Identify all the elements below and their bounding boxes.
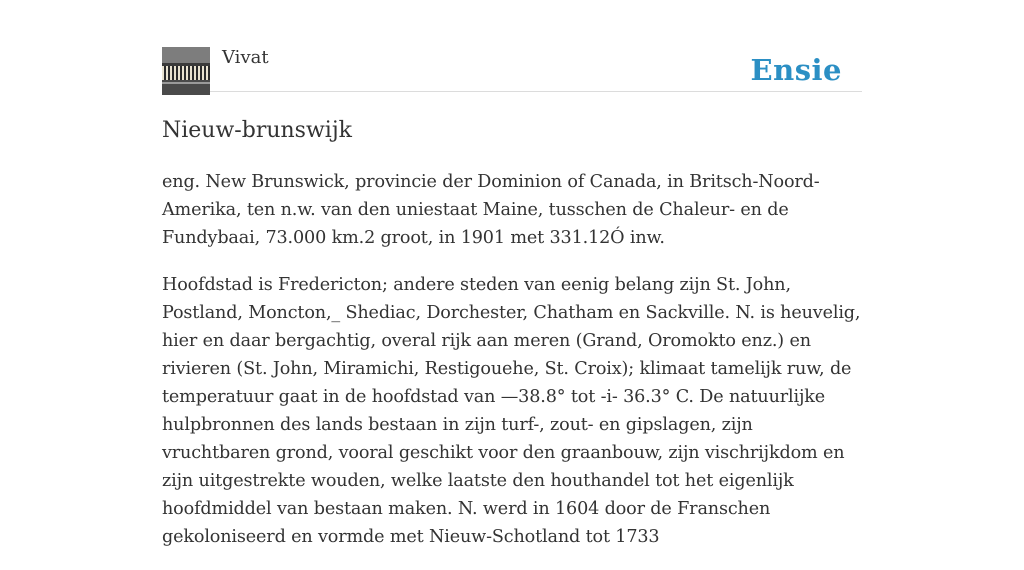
avatar-image [162,47,210,95]
paragraph: Hoofdstad is Fredericton; andere steden van eenig belang zijn St. John, Postland, Moncton,_ Shediac, Dorchester, Chatham en Sackville. N. is heuvelig, hier en daar bergachtig, overal rijk aan meren (Grand, Oromokto enz.) en rivieren (St. John, Miramichi, Restigouehe, St. Croix); klimaat tamelijk ruw, de temperatuur gaat in de hoofdstad van —38.8° tot -i- 36.3° C. De natuurlijke hulpbronnen des lands bestaan in zijn turf-, zout- en gipslagen, zijn vruchtbaren grond, vooral geschikt voor den graanbouw, zijn vischrijkdom en zijn uitgestrekte wouden, welke laatste den houthandel tot het eigenlijk hoofdmiddel van bestaan maken. N. werd in 1604 door de Franschen gekoloniseerd en vormde met Nieuw-Schotland tot 1733 [162,275,861,547]
header [162,0,862,92]
author-name[interactable]: Vivat [222,47,269,68]
article-body [162,168,862,570]
page-title: Nieuw-brunswijk [162,118,352,143]
brand-logo[interactable]: Ensie [750,53,842,87]
page [162,0,862,547]
author-avatar[interactable] [162,47,210,95]
paragraph: eng. New Brunswick, provincie der Dominion of Canada, in Britsch-Noord-Amerika, ten n.w. van den uniestaat Maine, tusschen de Chaleur- en de Fundybaai, 73.000 km.2 groot, in 1901 met 331.12Ó inw. [162,172,820,248]
